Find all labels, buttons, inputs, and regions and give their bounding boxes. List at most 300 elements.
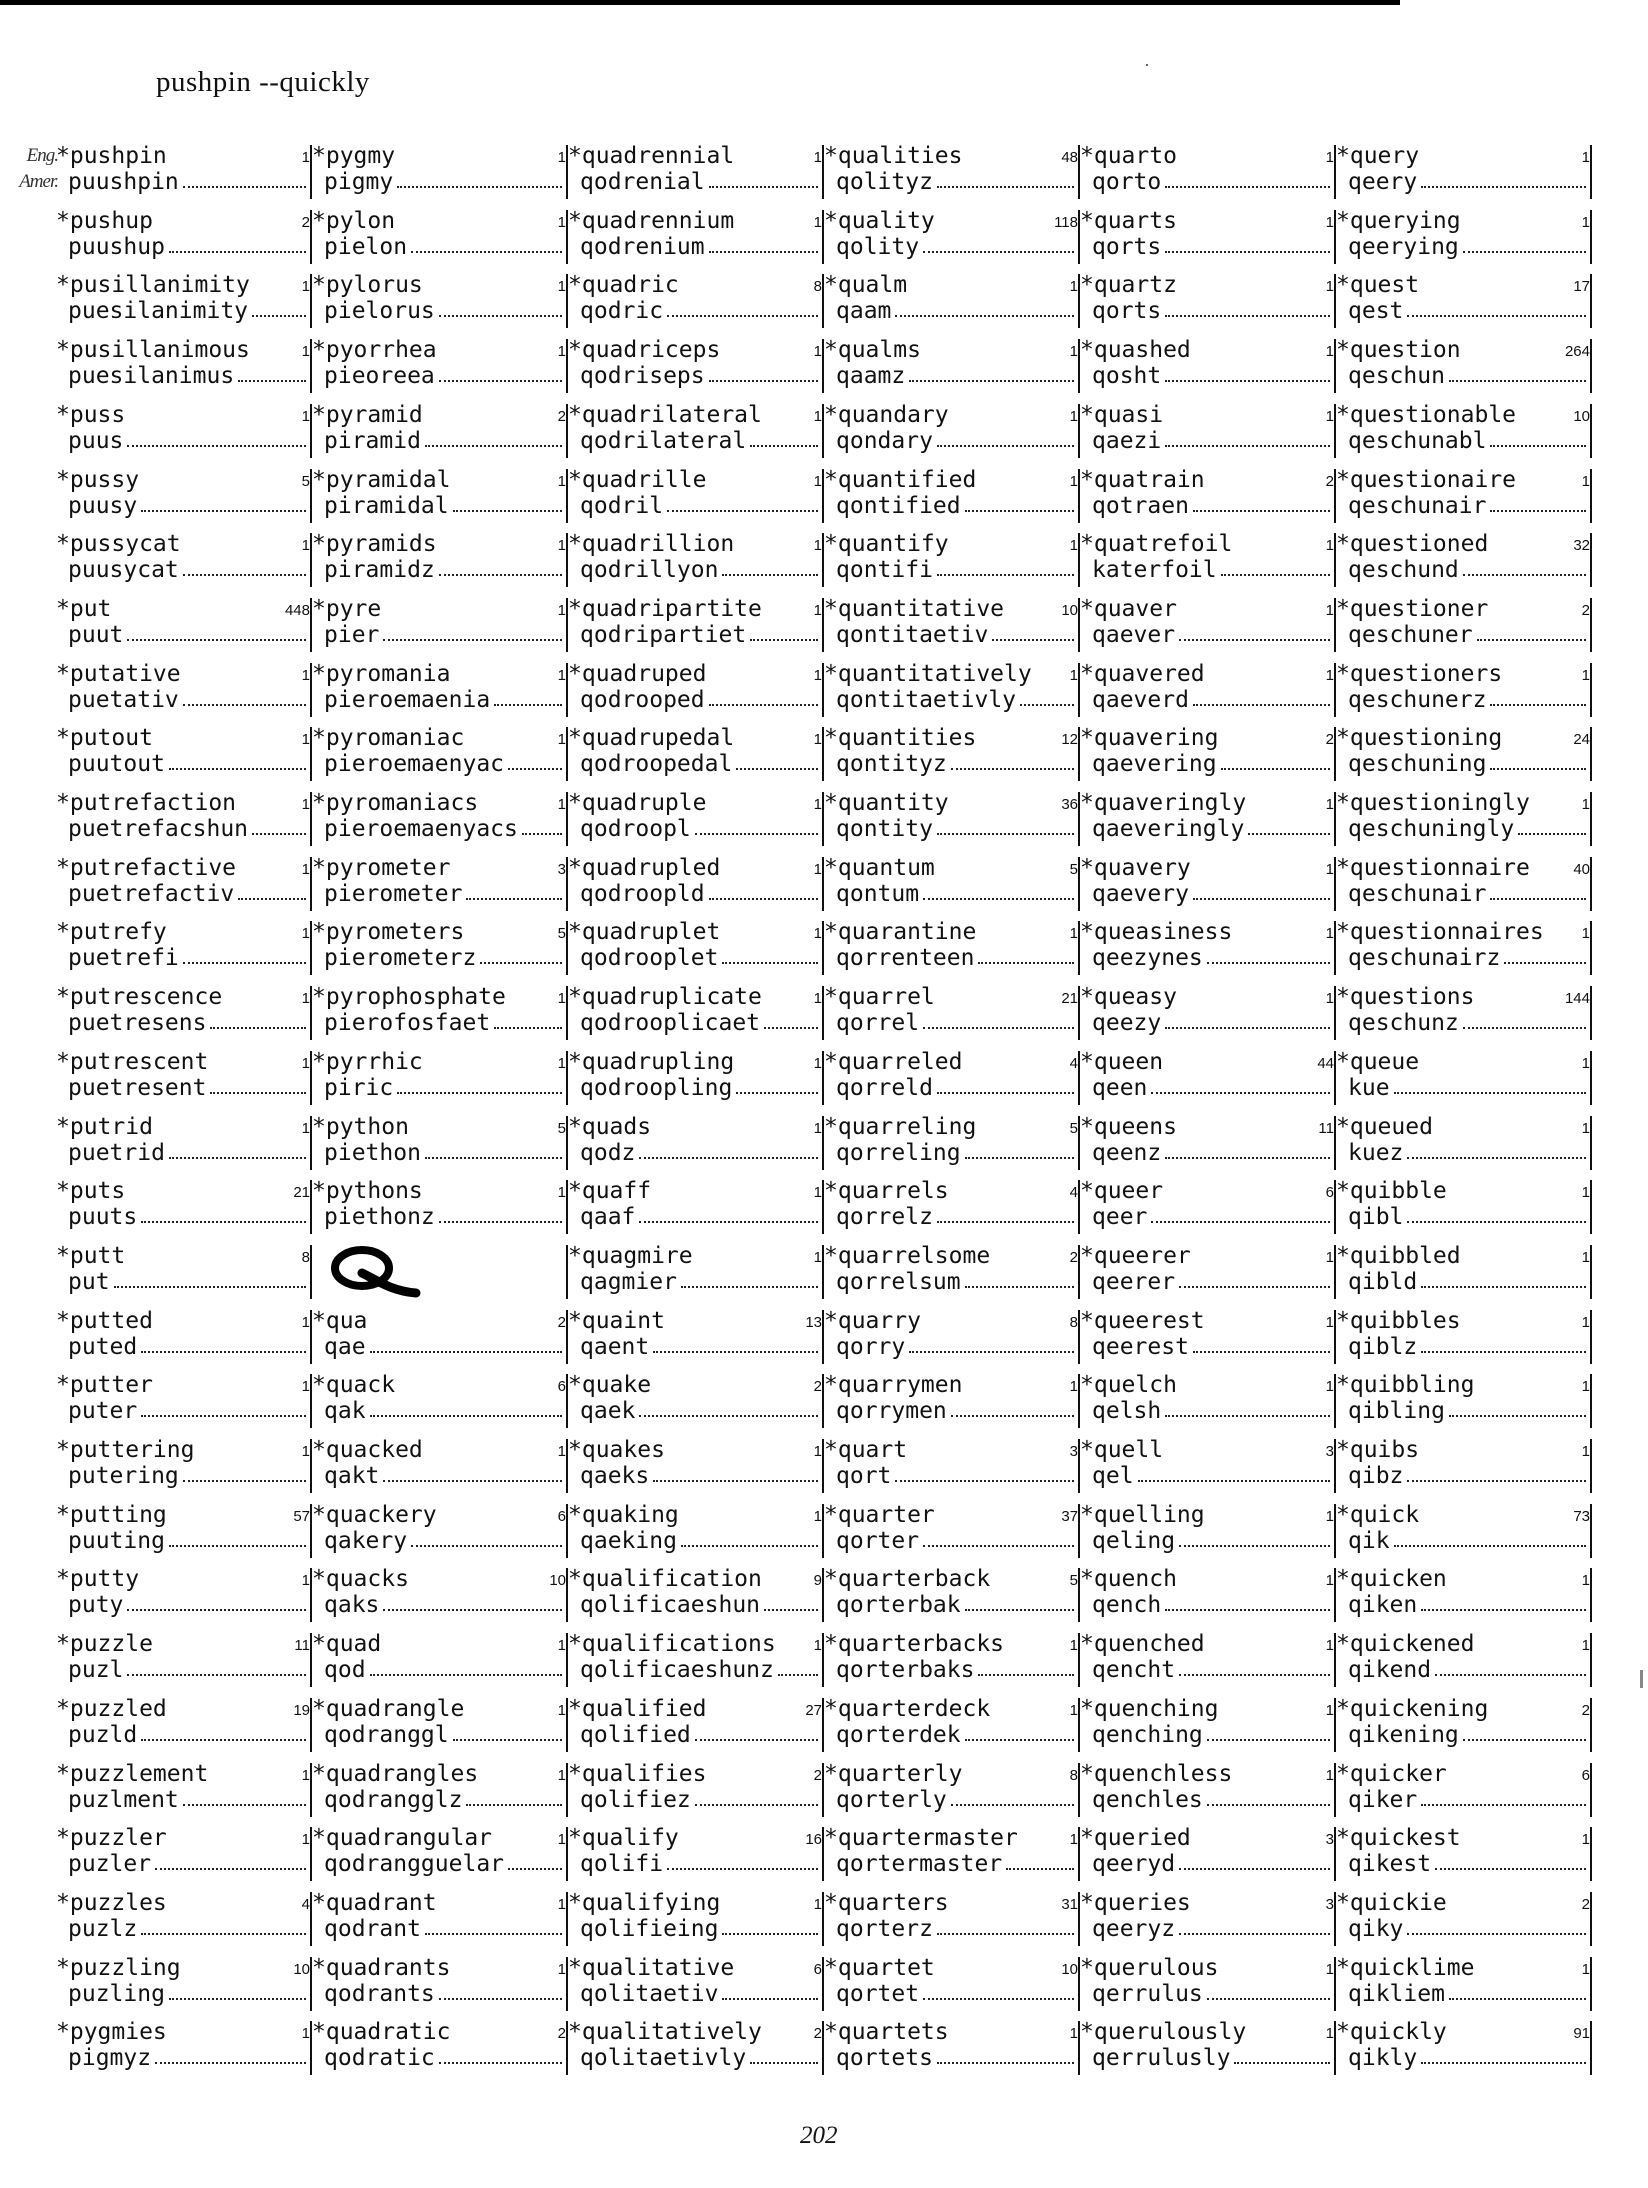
entry-spelling: kue [1348,1074,1390,1101]
leader-dots [978,962,1074,964]
leader-dots [169,1545,306,1547]
dictionary-entry [568,1243,824,1305]
entry-spelling: puzlz [68,1915,138,1942]
entry-count: 448 [284,601,310,619]
entry-spelling: qodroopld [580,880,705,907]
entry-word: *queasy [1080,984,1177,1011]
entry-spelling: puut [68,621,124,648]
entry-spelling: puetrid [68,1139,165,1166]
entry-word: *pyre [312,595,382,622]
column-rule [1590,1310,1592,1364]
entry-word: *qualification [568,1566,762,1593]
leader-dots [722,1998,818,2000]
entry-spelling: qaezi [1092,427,1162,454]
leader-dots [210,1092,306,1094]
leader-dots [681,1286,818,1288]
entry-count: 21 [293,1184,310,1202]
entry-spelling: qeezynes [1092,945,1203,972]
entry-word: *qualifies [568,1760,707,1787]
leader-dots [1407,1157,1586,1159]
leader-dots [709,380,818,382]
entry-word: *quadrillion [568,531,735,558]
leader-dots [965,1157,1074,1159]
entry-spelling: qeschuning [1348,751,1487,778]
entry-spelling: qodrillyon [580,557,719,584]
entry-spelling: qontityz [836,751,947,778]
leader-dots [1193,510,1330,512]
entry-count: 24 [1573,731,1590,749]
entry-word: *putrefactive [56,854,237,881]
dictionary-entry [312,1502,568,1564]
leader-dots [141,1351,306,1353]
leader-dots [1490,510,1586,512]
entry-spelling: pielorus [324,298,435,325]
dictionary-entry [56,402,312,464]
entry-word: *puts [56,1178,126,1205]
entry-count: 1 [557,990,566,1008]
entry-count: 1 [557,213,566,231]
entry-count: 27 [805,1701,822,1719]
entry-spelling: puetrefactiv [68,880,235,907]
column-rule [1590,210,1592,264]
leader-dots [667,510,818,512]
entry-count: 6 [1325,1184,1334,1202]
dictionary-entry [1336,1955,1592,2017]
entry-word: *queue [1336,1048,1420,1075]
entry-word: *pussycat [56,531,181,558]
leader-dots [909,1351,1074,1353]
entry-word: *quickest [1336,1825,1461,1852]
dictionary-entry [56,143,312,205]
leader-dots [709,898,818,900]
entry-count: 91 [1573,2025,1590,2043]
dictionary-entry [568,596,824,658]
entry-spelling: qorterly [836,1786,947,1813]
leader-dots [709,186,818,188]
leader-dots [736,1092,818,1094]
entry-count: 1 [301,731,310,749]
entry-word: *quest [1336,272,1420,299]
entry-word: *putrefaction [56,790,237,816]
entry-word: *quart [824,1437,908,1463]
leader-dots [1207,1804,1330,1806]
entry-count: 1 [1325,990,1334,1008]
dictionary-entry [312,919,568,981]
entry-count: 1 [1325,1960,1334,1978]
leader-dots [169,251,306,253]
entry-count: 1 [1325,1248,1334,1266]
dictionary-entry [1336,1049,1592,1111]
entry-count: 1 [813,1637,822,1655]
leader-dots [1477,639,1586,641]
entry-spelling: puesilanimity [68,298,249,325]
dictionary-entry [1080,2019,1336,2081]
entry-word: *quantum [824,854,935,881]
entry-spelling: puzler [68,1851,152,1878]
leader-dots [494,704,562,706]
entry-word: *qualify [568,1825,679,1852]
entry-spelling: pigmy [324,169,394,195]
entry-word: *quantity [824,790,949,816]
leader-dots [155,1868,306,1870]
entry-count: 1 [557,796,566,813]
entry-spelling: qaevery [1092,880,1189,907]
dictionary-entry [824,1372,1080,1434]
entry-count: 10 [293,1960,310,1978]
leader-dots [1518,833,1586,835]
entry-word: *pusillanimity [56,272,250,299]
dictionary-entry [1336,596,1592,658]
dictionary-entry [1080,1566,1336,1628]
leader-dots [127,639,306,641]
dictionary-entry [568,467,824,529]
entry-spelling: qeschun [1348,363,1445,390]
entry-count: 1 [1325,2025,1334,2043]
entry-spelling: qortermaster [836,1851,1003,1878]
dictionary-entry [1080,984,1336,1046]
column-rule [1590,1116,1592,1170]
leader-dots [1504,962,1586,964]
leader-dots [1138,1480,1330,1482]
entry-word: *questioner [1336,595,1489,622]
entry-count: 10 [1061,1960,1078,1978]
entry-word: *quads [568,1113,652,1140]
entry-spelling: qaaf [580,1204,636,1231]
entry-count: 16 [805,1831,822,1849]
entry-spelling: qeschunabl [1348,427,1487,454]
entry-count: 2 [1581,601,1590,619]
leader-dots [951,1804,1074,1806]
leader-dots [439,1998,562,2000]
dictionary-entry [1336,143,1592,205]
entry-word: *pyorrhea [312,337,437,364]
entry-spelling: puzling [68,1980,165,2007]
dictionary-entry [1336,402,1592,464]
dictionary-entry [1080,1761,1336,1823]
entry-count: 1 [1325,796,1334,813]
entry-spelling: qorrymen [836,1398,947,1425]
leader-dots [425,445,562,447]
dictionary-entry [568,402,824,464]
leader-dots [965,1609,1074,1611]
entry-word: *quartz [1080,272,1177,299]
entry-count: 1 [301,1054,310,1072]
entry-word: *quashed [1080,337,1191,364]
dictionary-entry [568,1114,824,1176]
leader-dots [1165,315,1330,317]
entry-spelling: qolity [836,233,920,260]
dictionary-entry [56,1955,312,2017]
entry-word: *quadrilateral [568,401,762,428]
dictionary-entry [56,272,312,334]
entry-spelling: qotraen [1092,492,1189,519]
entry-spelling: puuts [68,1204,138,1231]
entry-word: *quadrupedal [568,725,735,752]
entry-count: 1 [1581,472,1590,490]
entry-count: 1 [1581,1831,1590,1849]
entry-word: *quarters [824,1889,949,1916]
entry-word: *quacks [312,1566,409,1593]
entry-count: 1 [1069,666,1078,684]
leader-dots [114,1286,306,1288]
entry-spelling: qorrelz [836,1204,933,1231]
entry-count: 1 [1581,666,1590,684]
entry-spelling: qodrooped [580,686,705,713]
entry-spelling: qikliem [1348,1980,1445,2007]
dictionary-entry [824,855,1080,917]
entry-count: 1 [813,472,822,490]
entry-word: *question [1336,337,1461,364]
entry-spelling: qeschunairz [1348,945,1501,972]
entry-count: 1 [813,990,822,1008]
scan-speck [1146,64,1148,66]
entry-word: *quaver [1080,595,1177,622]
entry-word: *queued [1336,1113,1433,1140]
entry-word: *questionaire [1336,466,1517,493]
entry-spelling: qodric [580,298,664,325]
entry-count: 1 [813,1054,822,1072]
dictionary-entry [312,1437,568,1499]
entry-count: 2 [813,1378,822,1396]
entry-word: *queerer [1080,1242,1191,1269]
entry-spelling: qencht [1092,1657,1176,1684]
entry-spelling: qikest [1348,1851,1432,1878]
entry-count: 1 [813,407,822,425]
column-rule [1590,1633,1592,1687]
leader-dots [155,2062,306,2064]
column-rule [1590,792,1592,846]
entry-count: 32 [1573,537,1590,555]
leader-dots [1165,445,1330,447]
entry-spelling: puusy [68,492,138,519]
leader-dots [508,1868,562,1870]
entry-word: *puzzlement [56,1760,209,1787]
entry-word: *quarterly [824,1760,963,1787]
dictionary-entry [1336,1696,1592,1758]
entry-word: *pyramidal [312,466,451,493]
dictionary-entry [568,1631,824,1693]
entry-spelling: qiken [1348,1592,1418,1619]
dictionary-entry [1336,1372,1592,1434]
leader-dots [1421,1609,1586,1611]
dictionary-entry [824,2019,1080,2081]
dictionary-entry [824,1761,1080,1823]
entry-word: *puss [56,401,126,428]
entry-count: 1 [557,1054,566,1072]
entry-word: *quarter [824,1501,935,1528]
dictionary-entry [1336,2019,1592,2081]
dictionary-entry [56,1825,312,1887]
column-rule [1590,986,1592,1040]
entry-spelling: qest [1348,298,1404,325]
entry-word: *quadrennium [568,207,735,234]
dictionary-entry [312,272,568,334]
column-rule [1590,727,1592,781]
entry-spelling: pielon [324,233,408,260]
entry-word: *quantities [824,725,977,752]
entry-spelling: qae [324,1333,366,1360]
leader-dots [695,833,818,835]
entry-count: 2 [813,1766,822,1784]
entry-spelling: puetativ [68,686,179,713]
dictionary-entry [1080,1437,1336,1499]
dictionary-entry [1080,855,1336,917]
entry-word: *putt [56,1242,126,1269]
leader-dots [1421,1804,1586,1806]
dictionary-entry [312,1049,568,1111]
entry-count: 6 [813,1960,822,1978]
entry-count: 264 [1564,343,1590,361]
leader-dots [1006,1868,1074,1870]
entry-count: 1 [1069,472,1078,490]
dictionary-entry [1080,143,1336,205]
entry-spelling: qaevering [1092,751,1217,778]
entry-spelling: qodrangglz [324,1786,463,1813]
entry-word: *quarreling [824,1113,977,1140]
entry-spelling: qorrel [836,1010,920,1037]
leader-dots [1221,574,1330,576]
leader-dots [1221,768,1330,770]
entry-spelling: qenching [1092,1721,1203,1748]
dictionary-entry [824,1955,1080,2017]
entry-spelling: qodrenium [580,233,705,260]
leader-dots [238,380,306,382]
leader-dots [1179,1674,1330,1676]
dictionary-entry [1336,337,1592,399]
entry-count: 1 [813,860,822,878]
entry-count: 1 [557,343,566,361]
entry-spelling: puter [68,1398,138,1425]
entry-word: *qualified [568,1695,707,1722]
entry-count: 1 [1069,407,1078,425]
dictionary-entry [312,1372,568,1434]
entry-spelling: qibld [1348,1268,1418,1295]
entry-word: *quadruplet [568,919,721,946]
entry-word: *puttering [56,1437,195,1463]
entry-count: 1 [557,1184,566,1202]
entry-word: *pygmy [312,143,396,169]
entry-spelling: qodrilateral [580,427,747,454]
entry-word: *quadruple [568,790,707,816]
entry-count: 2 [557,407,566,425]
entry-count: 1 [557,1960,566,1978]
entry-count: 5 [1069,860,1078,878]
entry-count: 10 [549,1572,566,1590]
entry-word: *questioned [1336,531,1489,558]
entry-word: *quell [1080,1437,1164,1463]
page-number: 202 [800,2122,838,2149]
dictionary-entry [1336,855,1592,917]
dictionary-entry [1080,1502,1336,1564]
dictionary-entry [56,790,312,852]
leader-dots [639,1221,818,1223]
leader-dots [453,510,562,512]
entry-word: *quavery [1080,854,1191,881]
leader-dots [141,1933,306,1935]
dictionary-entry [56,1566,312,1628]
entry-count: 1 [1325,1637,1334,1655]
entry-count: 1 [1581,925,1590,943]
entry-count: 1 [1581,796,1590,813]
leader-dots [183,186,306,188]
leader-dots [709,251,818,253]
entry-word: *pylorus [312,272,423,299]
page-header-range: pushpin --quickly [156,66,370,98]
dictionary-entry [1336,984,1592,1046]
column-6 [1336,143,1592,2093]
entry-count: 1 [1325,407,1334,425]
entry-spelling: qaeking [580,1527,677,1554]
dictionary-entry [312,1178,568,1240]
entry-count: 1 [301,796,310,813]
entry-spelling: qontified [836,492,961,519]
entry-count: 1 [813,1895,822,1913]
entry-count: 118 [1054,213,1078,231]
leader-dots [653,1480,818,1482]
entry-count: 1 [1581,1248,1590,1266]
column-5 [1080,143,1336,2093]
entry-spelling: puzld [68,1721,138,1748]
leader-dots [764,1027,818,1029]
entry-count: 1 [1069,343,1078,361]
leader-dots [722,1933,818,1935]
entry-spelling: qaent [580,1333,650,1360]
leader-dots [937,1092,1074,1094]
dictionary-entry [824,1502,1080,1564]
dictionary-entry [1336,790,1592,852]
entry-count: 1 [813,1184,822,1202]
column-rule [1590,857,1592,911]
entry-word: *putty [56,1566,140,1593]
entry-count: 1 [813,601,822,619]
entry-word: *pyromaniacs [312,790,479,816]
column-rule [1590,598,1592,652]
entry-count: 44 [1317,1054,1334,1072]
leader-dots [764,1609,818,1611]
dictionary-entry [56,919,312,981]
entry-count: 3 [1325,1443,1334,1460]
leader-dots [1179,639,1330,641]
dictionary-entry [824,919,1080,981]
entry-count: 2 [557,1313,566,1331]
entry-spelling: pieroemaenia [324,686,491,713]
entry-word: *quadrille [568,466,707,493]
entry-word: *queasiness [1080,919,1233,946]
dictionary-entry [1080,790,1336,852]
leader-dots [1463,1027,1586,1029]
leader-dots [425,1157,562,1159]
entry-word: *quality [824,207,935,234]
dictionary-entry [568,337,824,399]
entry-spelling: qeerest [1092,1333,1189,1360]
dictionary-entry [824,1825,1080,1887]
entry-count: 57 [293,1507,310,1525]
column-rule [1590,1827,1592,1881]
leader-dots [1165,1609,1330,1611]
leader-dots [1179,1286,1330,1288]
entry-spelling: puushup [68,233,165,260]
entry-spelling: qodrants [324,1980,435,2007]
entry-count: 1 [1325,1507,1334,1525]
dictionary-entry [1080,725,1336,787]
entry-word: *pyrrhic [312,1048,423,1075]
entry-spelling: qontitaetivly [836,686,1017,713]
entry-word: *query [1336,143,1420,169]
entry-count: 8 [1069,1313,1078,1331]
leader-dots [466,1804,562,1806]
entry-word: *pygmies [56,2019,167,2046]
entry-count: 9 [813,1572,822,1590]
